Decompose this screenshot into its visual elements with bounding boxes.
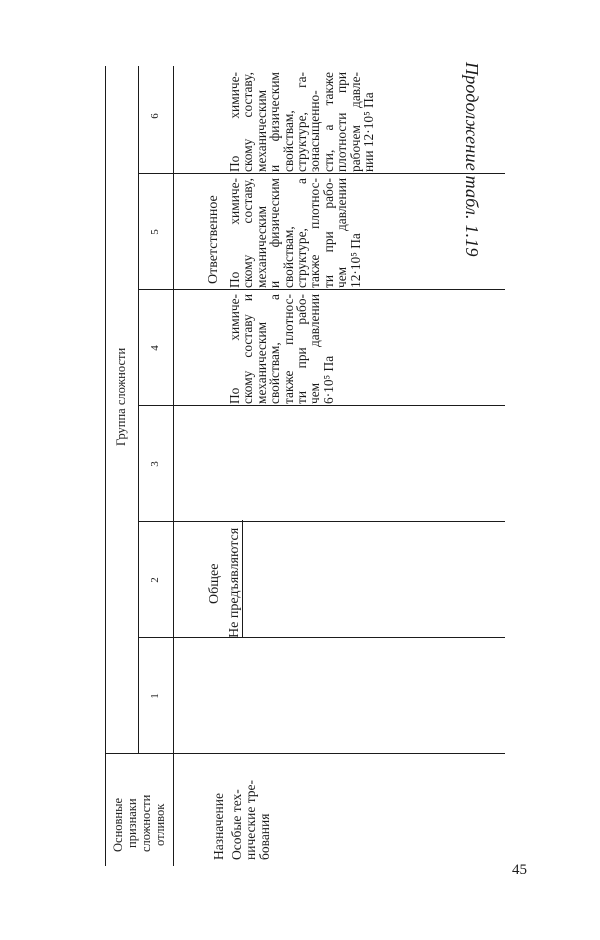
group-4-line: По химиче- (227, 294, 242, 404)
group-6-line: механическим (253, 89, 269, 172)
header-bottom-rule (173, 66, 174, 866)
purpose-critical: Ответственное (206, 195, 221, 284)
group-header: Группа сложности (114, 347, 128, 446)
corner-header-line-2: признаки (125, 798, 139, 848)
col-number-4: 4 (149, 345, 161, 351)
complexity-table (90, 66, 510, 866)
requirements-groups-1-3: Не предъявляются (227, 527, 242, 638)
group-6-line: зонасыщенно- (307, 90, 323, 172)
group-6-line: и физическим (267, 72, 283, 172)
group-6-line: структуре, га- (294, 72, 310, 172)
group-6-line: нии 12·10⁵ Па (361, 92, 377, 172)
group-4-line: также плотнос- (280, 294, 296, 404)
group-5-line: механическим (253, 205, 269, 288)
group-6-line: скому составу, (240, 72, 256, 172)
corner-header-line-4: отливок (153, 803, 167, 846)
group-4-line: скому составу и (240, 294, 256, 404)
group-4-line: ти при рабо- (294, 294, 310, 404)
group-5-line: По химиче- (227, 178, 242, 288)
group-5-line: ти при рабо- (320, 178, 336, 288)
group-5-line: и физическим (267, 178, 283, 288)
col1-col2-rule (138, 637, 505, 638)
corner-column-rule (105, 753, 505, 754)
col2-col3-rule (138, 521, 505, 522)
general-span-rule (242, 520, 243, 638)
group-4-line: чем давлении (307, 294, 323, 404)
group-6-line: По химиче- (227, 72, 242, 172)
group-5-line: структуре, а (294, 178, 310, 288)
group-4-line: механическим (253, 321, 269, 404)
group-4-line: свойствам, а (267, 294, 283, 404)
purpose-general: Общее (207, 563, 222, 604)
group-5-line: 12·10⁵ Па (347, 233, 363, 288)
col4-col5-rule (138, 289, 505, 290)
group-6-line: сти, а также (320, 72, 336, 172)
col-number-6: 6 (149, 113, 161, 119)
corner-header-line-3: сложности (139, 794, 153, 852)
group-4-line: 6·10⁵ Па (320, 355, 336, 404)
col-number-3: 3 (149, 461, 161, 467)
requirements-group-6 (228, 72, 375, 172)
group-5-line: также плотнос- (307, 178, 323, 288)
group-6-line: плотности при (334, 72, 350, 172)
requirements-group-5 (228, 178, 362, 288)
row-label-requirements-2: нические тре- (243, 779, 258, 860)
col-number-5: 5 (149, 229, 161, 235)
row-label-purpose: Назначение (211, 793, 226, 860)
table-caption: Продолжение табл. 1.19 (462, 62, 482, 257)
group-header-rule (138, 66, 139, 754)
col3-col4-rule (138, 405, 505, 406)
group-6-line: рабочем давле- (347, 72, 363, 172)
group-5-line: скому составу, (240, 178, 256, 288)
col-number-1: 1 (149, 693, 161, 699)
requirements-group-4 (228, 294, 335, 404)
col5-col6-rule (138, 173, 505, 174)
group-5-line: чем давлении (334, 178, 350, 288)
corner-header-line-1: Основные (111, 797, 125, 852)
row-label-requirements-3: бования (257, 813, 272, 860)
table-top-rule (105, 66, 106, 866)
col-number-2: 2 (149, 577, 161, 583)
row-label-requirements-1: Особые тех- (229, 789, 244, 860)
group-5-line: свойствам, (280, 226, 296, 288)
group-6-line: свойствам, (280, 110, 296, 172)
page-number: 45 (512, 862, 527, 878)
